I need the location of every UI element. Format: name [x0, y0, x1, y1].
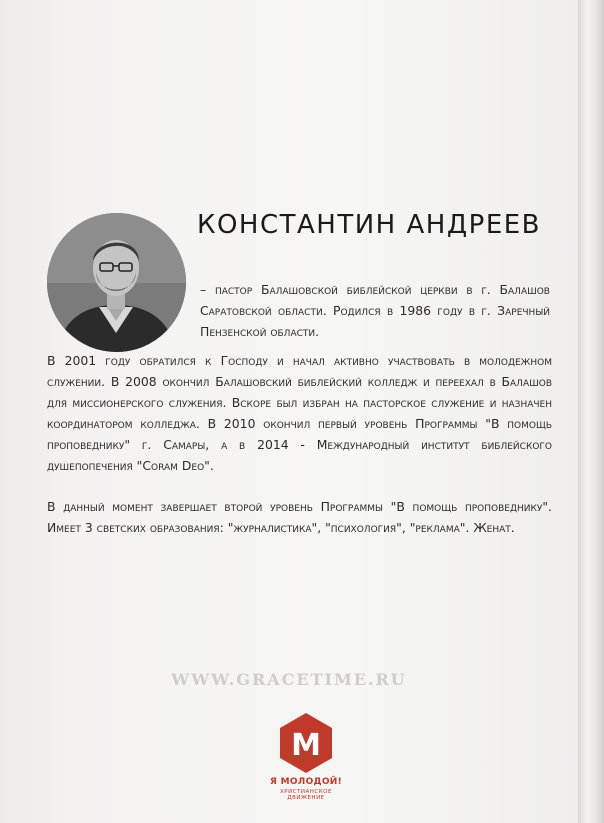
bio-paragraph-1: В 2001 году обратился к Господу и начал активно участвовать в молодежном служении. В 2008 окончил Балашовский библейский колледж и переехал в Балашов для миссионерского служения. Вскоре был избран на пасторское служение и назначен координатором колледжа. В 2010 окончил первый уровень Программы "В помощь проповеднику" г. Самары, а в 2014 - Международный институт библейского душепопечения "Coram Deo". [47, 353, 552, 473]
author-photo [47, 213, 186, 352]
logo-title: Я МОЛОДОЙ! [269, 777, 343, 787]
logo-letter: М [291, 728, 321, 763]
portrait-image [47, 213, 186, 352]
publisher-logo [278, 712, 334, 774]
logo-subtitle: ХРИСТИАНСКОЕ ДВИЖЕНИЕ [280, 789, 332, 801]
author-intro: – пастор Балашовской библейской церкви в г. Балашов Саратовской области. Родился в 1986 году в г. Заречный Пензенской области. [200, 282, 550, 339]
watermark-url: WWW.GRACETIME.RU [171, 670, 407, 689]
author-name: КОНСТАНТИН АНДРЕЕВ [197, 210, 542, 240]
bio-paragraph-2: В данный момент завершает второй уровень Программы "В помощь проповеднику". Имеет 3 светских образования: "журналистика", "психология", "реклама". Женат. [47, 499, 552, 535]
book-edge [578, 0, 604, 823]
hexagon-logo-icon [278, 712, 334, 774]
